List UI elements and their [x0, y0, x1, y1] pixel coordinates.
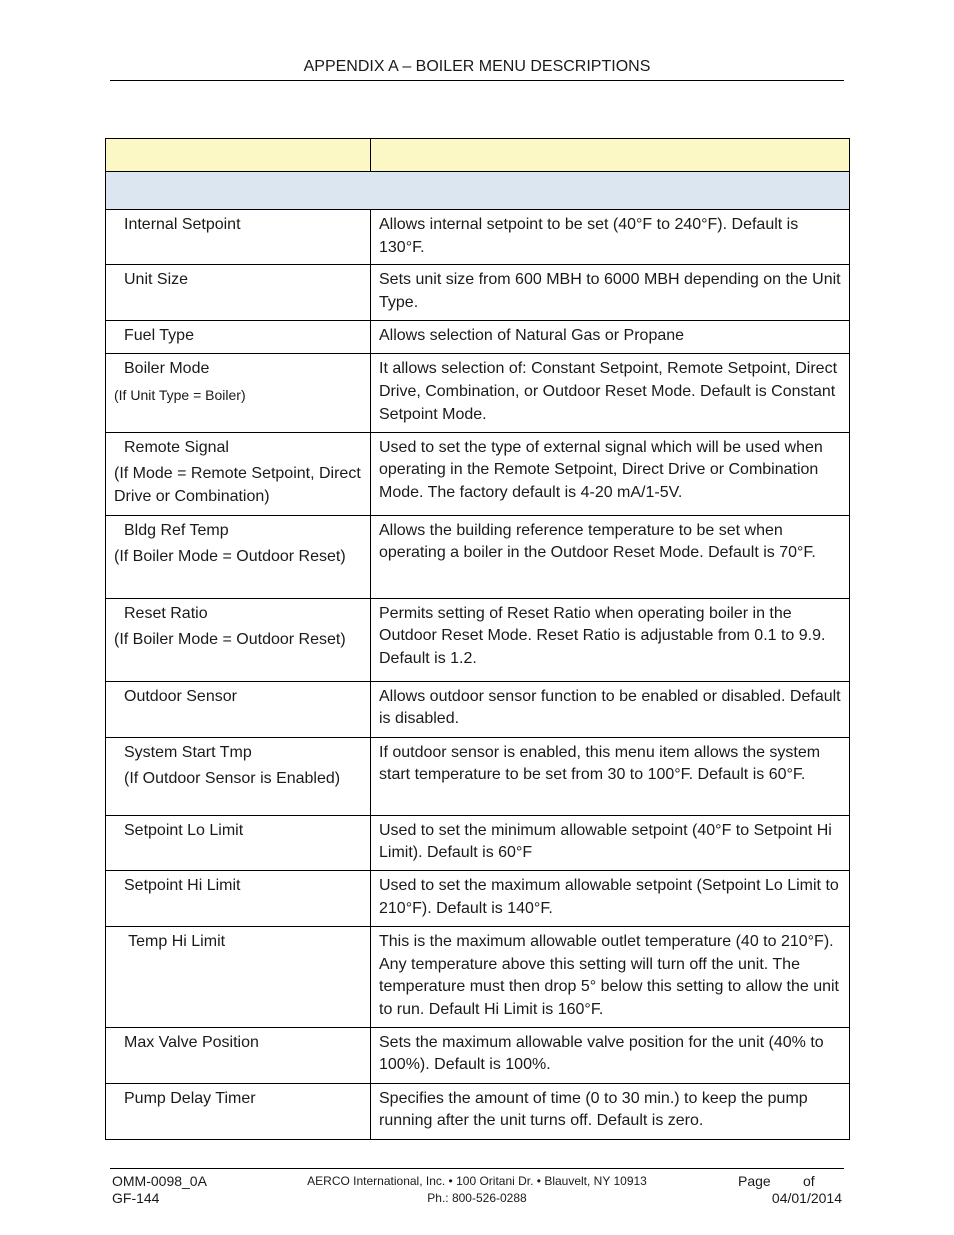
menu-item-description: Allows internal setpoint to be set (40°F to 240°F). Default is 130°F.	[371, 210, 850, 265]
menu-item-name: Pump Delay Timer	[124, 1089, 256, 1107]
footer-date: 04/01/2014	[771, 1190, 842, 1206]
menu-item-name: Remote Signal	[124, 438, 229, 456]
boiler-menu-table	[105, 138, 850, 1140]
table-row	[106, 737, 850, 815]
menu-item-name: Outdoor Sensor	[124, 687, 237, 705]
section-cell	[106, 172, 850, 210]
table-header-row	[106, 139, 850, 172]
table-row	[106, 598, 850, 681]
menu-item-name: Setpoint Lo Limit	[124, 821, 244, 839]
menu-item-name: System Start Tmp	[124, 743, 252, 761]
menu-item-condition: (If Unit Type = Boiler)	[114, 387, 246, 404]
table-row	[106, 210, 850, 265]
footer-doc-ids	[112, 1173, 207, 1207]
table-row	[106, 870, 850, 926]
menu-item-description: Used to set the minimum allowable setpoint (40°F to Setpoint Hi Limit). Default is 60°F	[371, 815, 850, 870]
page-header	[110, 56, 844, 81]
header-cell-description	[371, 139, 850, 172]
menu-item-cell	[106, 354, 371, 432]
table-row	[106, 265, 850, 321]
menu-item-name: Unit Size	[124, 271, 189, 289]
menu-item-condition: (If Mode = Remote Setpoint, Direct Drive or Combination)	[114, 465, 361, 505]
menu-item-name: Setpoint Hi Limit	[124, 876, 241, 894]
page-footer	[110, 1168, 844, 1206]
footer-phone: Ph.: 800-526-0288	[427, 1191, 527, 1205]
menu-item-description: Used to set the maximum allowable setpoint (Setpoint Lo Limit to 210°F). Default is 140°F.	[371, 870, 850, 926]
menu-item-description: This is the maximum allowable outlet temperature (40 to 210°F). Any temperature above this setting will turn off the unit. The temperature must then drop 5° below this setting to allow the unit to run. Default Hi Limit is 160°F.	[371, 926, 850, 1027]
menu-item-cell	[106, 1083, 371, 1139]
table-row	[106, 926, 850, 1027]
menu-item-name: Internal Setpoint	[124, 216, 241, 233]
menu-item-description: If outdoor sensor is enabled, this menu item allows the system start temperature to be set from 30 to 100°F. Default is 60°F.	[371, 737, 850, 815]
footer-gf: GF-144	[112, 1190, 160, 1206]
menu-item-cell	[106, 870, 371, 926]
menu-item-cell	[106, 210, 371, 265]
menu-item-name: Bldg Ref Temp	[124, 521, 229, 539]
menu-item-condition: (If Boiler Mode = Outdoor Reset)	[114, 631, 346, 649]
menu-item-condition: (If Boiler Mode = Outdoor Reset)	[114, 548, 346, 566]
header-cell-item	[106, 139, 371, 172]
menu-item-description: Sets unit size from 600 MBH to 6000 MBH depending on the Unit Type.	[371, 265, 850, 321]
menu-item-description: Specifies the amount of time (0 to 30 min.) to keep the pump running after the unit turns off. Default is zero.	[371, 1083, 850, 1139]
footer-page-label: Page	[738, 1173, 771, 1189]
table-row	[106, 815, 850, 870]
table-row	[106, 354, 850, 432]
table-row	[106, 1083, 850, 1139]
table-row	[106, 432, 850, 515]
table-row	[106, 1027, 850, 1083]
footer-company-block	[260, 1173, 694, 1207]
table-row	[106, 515, 850, 598]
menu-item-cell	[106, 432, 371, 515]
menu-item-cell	[106, 515, 371, 598]
menu-item-cell	[106, 321, 371, 354]
menu-item-cell	[106, 681, 371, 737]
menu-item-name: Boiler Mode	[124, 360, 210, 378]
menu-item-cell	[106, 737, 371, 815]
menu-item-cell	[106, 926, 371, 1027]
footer-company: AERCO International, Inc. • 100 Oritani Dr. • Blauvelt, NY 10913	[307, 1174, 647, 1188]
appendix-title: APPENDIX A – BOILER MENU DESCRIPTIONS	[303, 58, 651, 75]
menu-item-description: Used to set the type of external signal which will be used when operating in the Remote Setpoint, Direct Drive or Combination Mode. The factory default is 4-20 mA/1-5V.	[371, 432, 850, 515]
table-row	[106, 321, 850, 354]
menu-item-description: Allows selection of Natural Gas or Propane	[371, 321, 850, 354]
footer-doc-id: OMM-0098_0A	[112, 1173, 207, 1189]
menu-item-description: It allows selection of: Constant Setpoint, Remote Setpoint, Direct Drive, Combination, or Outdoor Reset Mode. Default is Constant Setpoint Mode.	[371, 354, 850, 432]
menu-item-description: Permits setting of Reset Ratio when operating boiler in the Outdoor Reset Mode. Reset Ratio is adjustable from 0.1 to 9.9. Default is 1.2.	[371, 598, 850, 681]
menu-item-name: Reset Ratio	[124, 604, 208, 622]
menu-item-description: Allows the building reference temperature to be set when operating a boiler in the Outdoor Reset Mode. Default is 70°F.	[371, 515, 850, 598]
footer-of-label: of	[803, 1173, 815, 1189]
menu-item-cell	[106, 598, 371, 681]
menu-item-cell	[106, 1027, 371, 1083]
menu-item-name: Fuel Type	[124, 327, 194, 345]
menu-item-name: Max Valve Position	[124, 1033, 259, 1051]
table-section-row	[106, 172, 850, 210]
table-row	[106, 681, 850, 737]
menu-item-condition: (If Outdoor Sensor is Enabled)	[124, 770, 341, 788]
menu-item-cell	[106, 265, 371, 321]
menu-item-cell	[106, 815, 371, 870]
menu-item-name: Temp Hi Limit	[124, 932, 226, 950]
menu-item-description: Sets the maximum allowable valve position for the unit (40% to 100%). Default is 100%.	[371, 1027, 850, 1083]
menu-item-description: Allows outdoor sensor function to be enabled or disabled. Default is disabled.	[371, 681, 850, 737]
